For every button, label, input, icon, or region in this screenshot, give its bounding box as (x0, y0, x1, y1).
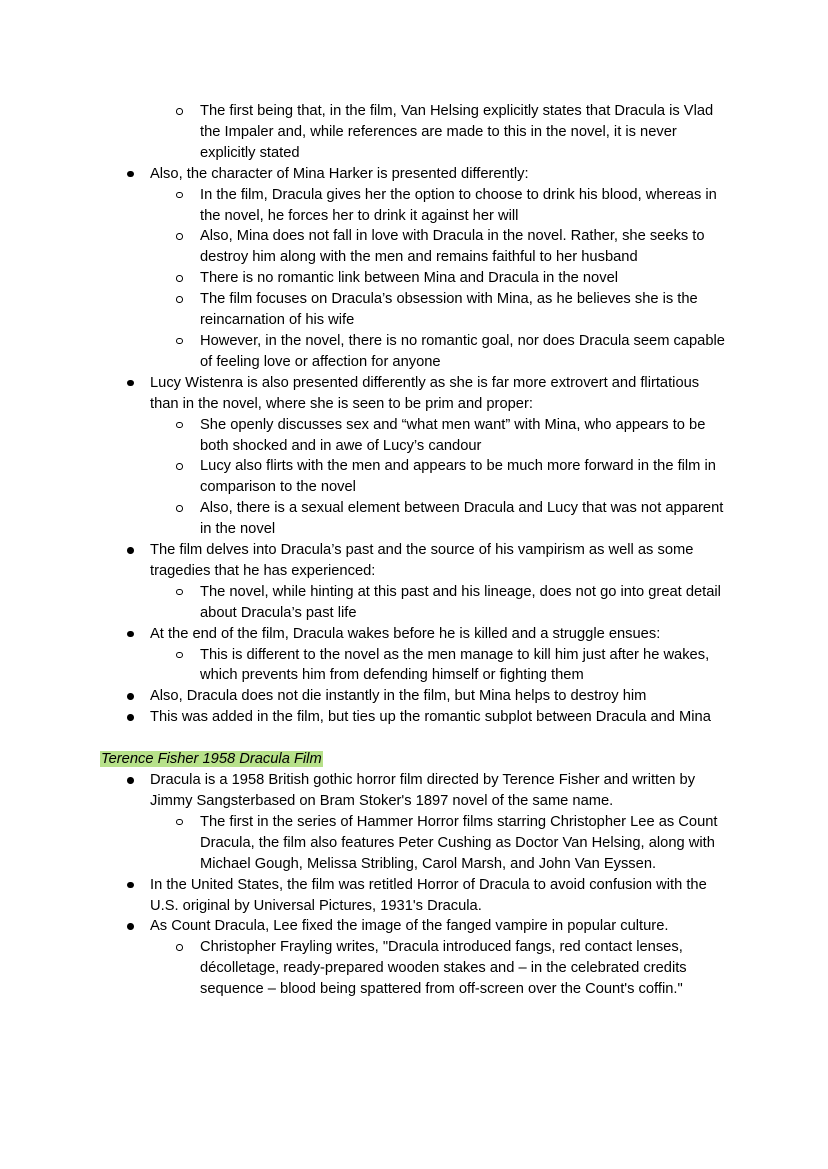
list-item (100, 498, 728, 540)
list-item (100, 185, 728, 227)
list-item-text: The novel, while hinting at this past and his lineage, does not go into great detail about Dracula’s past life (200, 583, 721, 621)
list-item-text: There is no romantic link between Mina and Dracula in the novel (200, 270, 618, 287)
list-item (100, 770, 728, 812)
list-item-text: At the end of the film, Dracula wakes before he is killed and a struggle ensues: (150, 625, 661, 642)
list-item-text: Christopher Frayling writes, "Dracula introduced fangs, red contact lenses, décolletage, ready-prepared wooden stakes and – in the celebrated credits sequence – blood being spattered from off-screen over the Count's coffin." (200, 939, 687, 998)
list-item (100, 373, 728, 415)
list-item (100, 937, 728, 1000)
list-item-text: This is different to the novel as the men manage to kill him just after he wakes, which prevents him from defending himself or fighting them (200, 646, 710, 684)
bullet-marker-hollow-icon (176, 463, 183, 470)
list-item (100, 226, 728, 268)
list-item (100, 707, 728, 728)
list-item (100, 582, 728, 624)
bullet-marker-hollow-icon (176, 338, 183, 345)
bullet-marker-filled-icon (127, 547, 134, 554)
list-item (100, 624, 728, 645)
bullet-marker-hollow-icon (176, 944, 183, 951)
list-item-text: Also, Dracula does not die instantly in the film, but Mina helps to destroy him (150, 688, 647, 705)
list-item-text: This was added in the film, but ties up the romantic subplot between Dracula and Mina (150, 709, 711, 726)
list-item (100, 331, 728, 373)
bullet-marker-filled-icon (127, 631, 134, 638)
bullet-marker-filled-icon (127, 882, 134, 889)
list-item-text: Also, Mina does not fall in love with Dracula in the novel. Rather, she seeks to destroy him along with the men and remains faithful to her husband (200, 228, 705, 266)
list-item (100, 916, 728, 937)
list-item-text: In the United States, the film was retitled Horror of Dracula to avoid confusion with the U.S. original by Universal Pictures, 1931's Dracula. (150, 876, 707, 914)
bullet-marker-hollow-icon (176, 275, 183, 282)
list-item-text: The film delves into Dracula’s past and the source of his vampirism as well as some tragedies that he has experienced: (150, 542, 694, 579)
bullet-marker-filled-icon (127, 714, 134, 721)
list-item-text: Also, the character of Mina Harker is presented differently: (150, 165, 529, 182)
list-item (100, 164, 728, 185)
list-item (100, 101, 728, 164)
list-item (100, 289, 728, 331)
bullet-marker-hollow-icon (176, 108, 183, 115)
list-item (100, 268, 728, 289)
list-item (100, 415, 728, 457)
bullet-marker-filled-icon (127, 923, 134, 930)
section-heading-text: Terence Fisher 1958 Dracula Film (101, 751, 322, 768)
bullet-marker-hollow-icon (176, 192, 183, 199)
list-item-text: Dracula is a 1958 British gothic horror film directed by Terence Fisher and written by Jimmy Sangsterbased on Bram Stoker's 1897 novel of the same name. (150, 772, 696, 809)
bullet-marker-hollow-icon (176, 296, 183, 303)
list-item-text: Lucy also flirts with the men and appears to be much more forward in the film in comparison to the novel (200, 458, 716, 496)
section-heading (100, 749, 728, 770)
bullet-marker-filled-icon (127, 693, 134, 700)
bullet-marker-hollow-icon (176, 589, 183, 596)
bullet-marker-hollow-icon (176, 819, 183, 826)
list-item (100, 540, 728, 582)
bullet-marker-filled-icon (127, 171, 134, 178)
bullet-marker-hollow-icon (176, 505, 183, 512)
list-item-text: She openly discusses sex and “what men want” with Mina, who appears to be both shocked and in awe of Lucy’s candour (200, 416, 706, 454)
list-item-text: The film focuses on Dracula’s obsession with Mina, as he believes she is the reincarnation of his wife (200, 291, 698, 329)
bullet-marker-hollow-icon (176, 422, 183, 429)
list-item (100, 686, 728, 707)
list-item (100, 812, 728, 875)
list-item-text: However, in the novel, there is no romantic goal, nor does Dracula seem capable of feeling love or affection for anyone (200, 332, 725, 370)
list-item-text: Also, there is a sexual element between Dracula and Lucy that was not apparent in the novel (200, 500, 724, 538)
list-item-text: In the film, Dracula gives her the option to choose to drink his blood, whereas in the novel, he forces her to drink it against her will (200, 186, 717, 224)
list-item (100, 875, 728, 917)
bullet-marker-hollow-icon (176, 652, 183, 659)
list-item (100, 456, 728, 498)
list-item (100, 645, 728, 687)
bullet-marker-hollow-icon (176, 233, 183, 240)
bullet-marker-filled-icon (127, 380, 134, 387)
list-item-text: The first in the series of Hammer Horror films starring Christopher Lee as Count Dracula, the film also features Peter Cushing as Doctor Van Helsing, along with Michael Gough, Melissa Stribling, Carol Marsh, and John Van Eyssen. (200, 813, 718, 872)
list-item-text: The first being that, in the film, Van Helsing explicitly states that Dracula is Vlad the Impaler and, while references are made to this in the novel, it is never explicitly stated (200, 103, 714, 161)
list-item-text: As Count Dracula, Lee fixed the image of the fanged vampire in popular culture. (150, 918, 669, 935)
list-item-text: Lucy Wistenra is also presented differently as she is far more extrovert and flirtatious than in the novel, where she is seen to be prim and proper: (150, 374, 700, 412)
bullet-marker-filled-icon (127, 777, 134, 784)
